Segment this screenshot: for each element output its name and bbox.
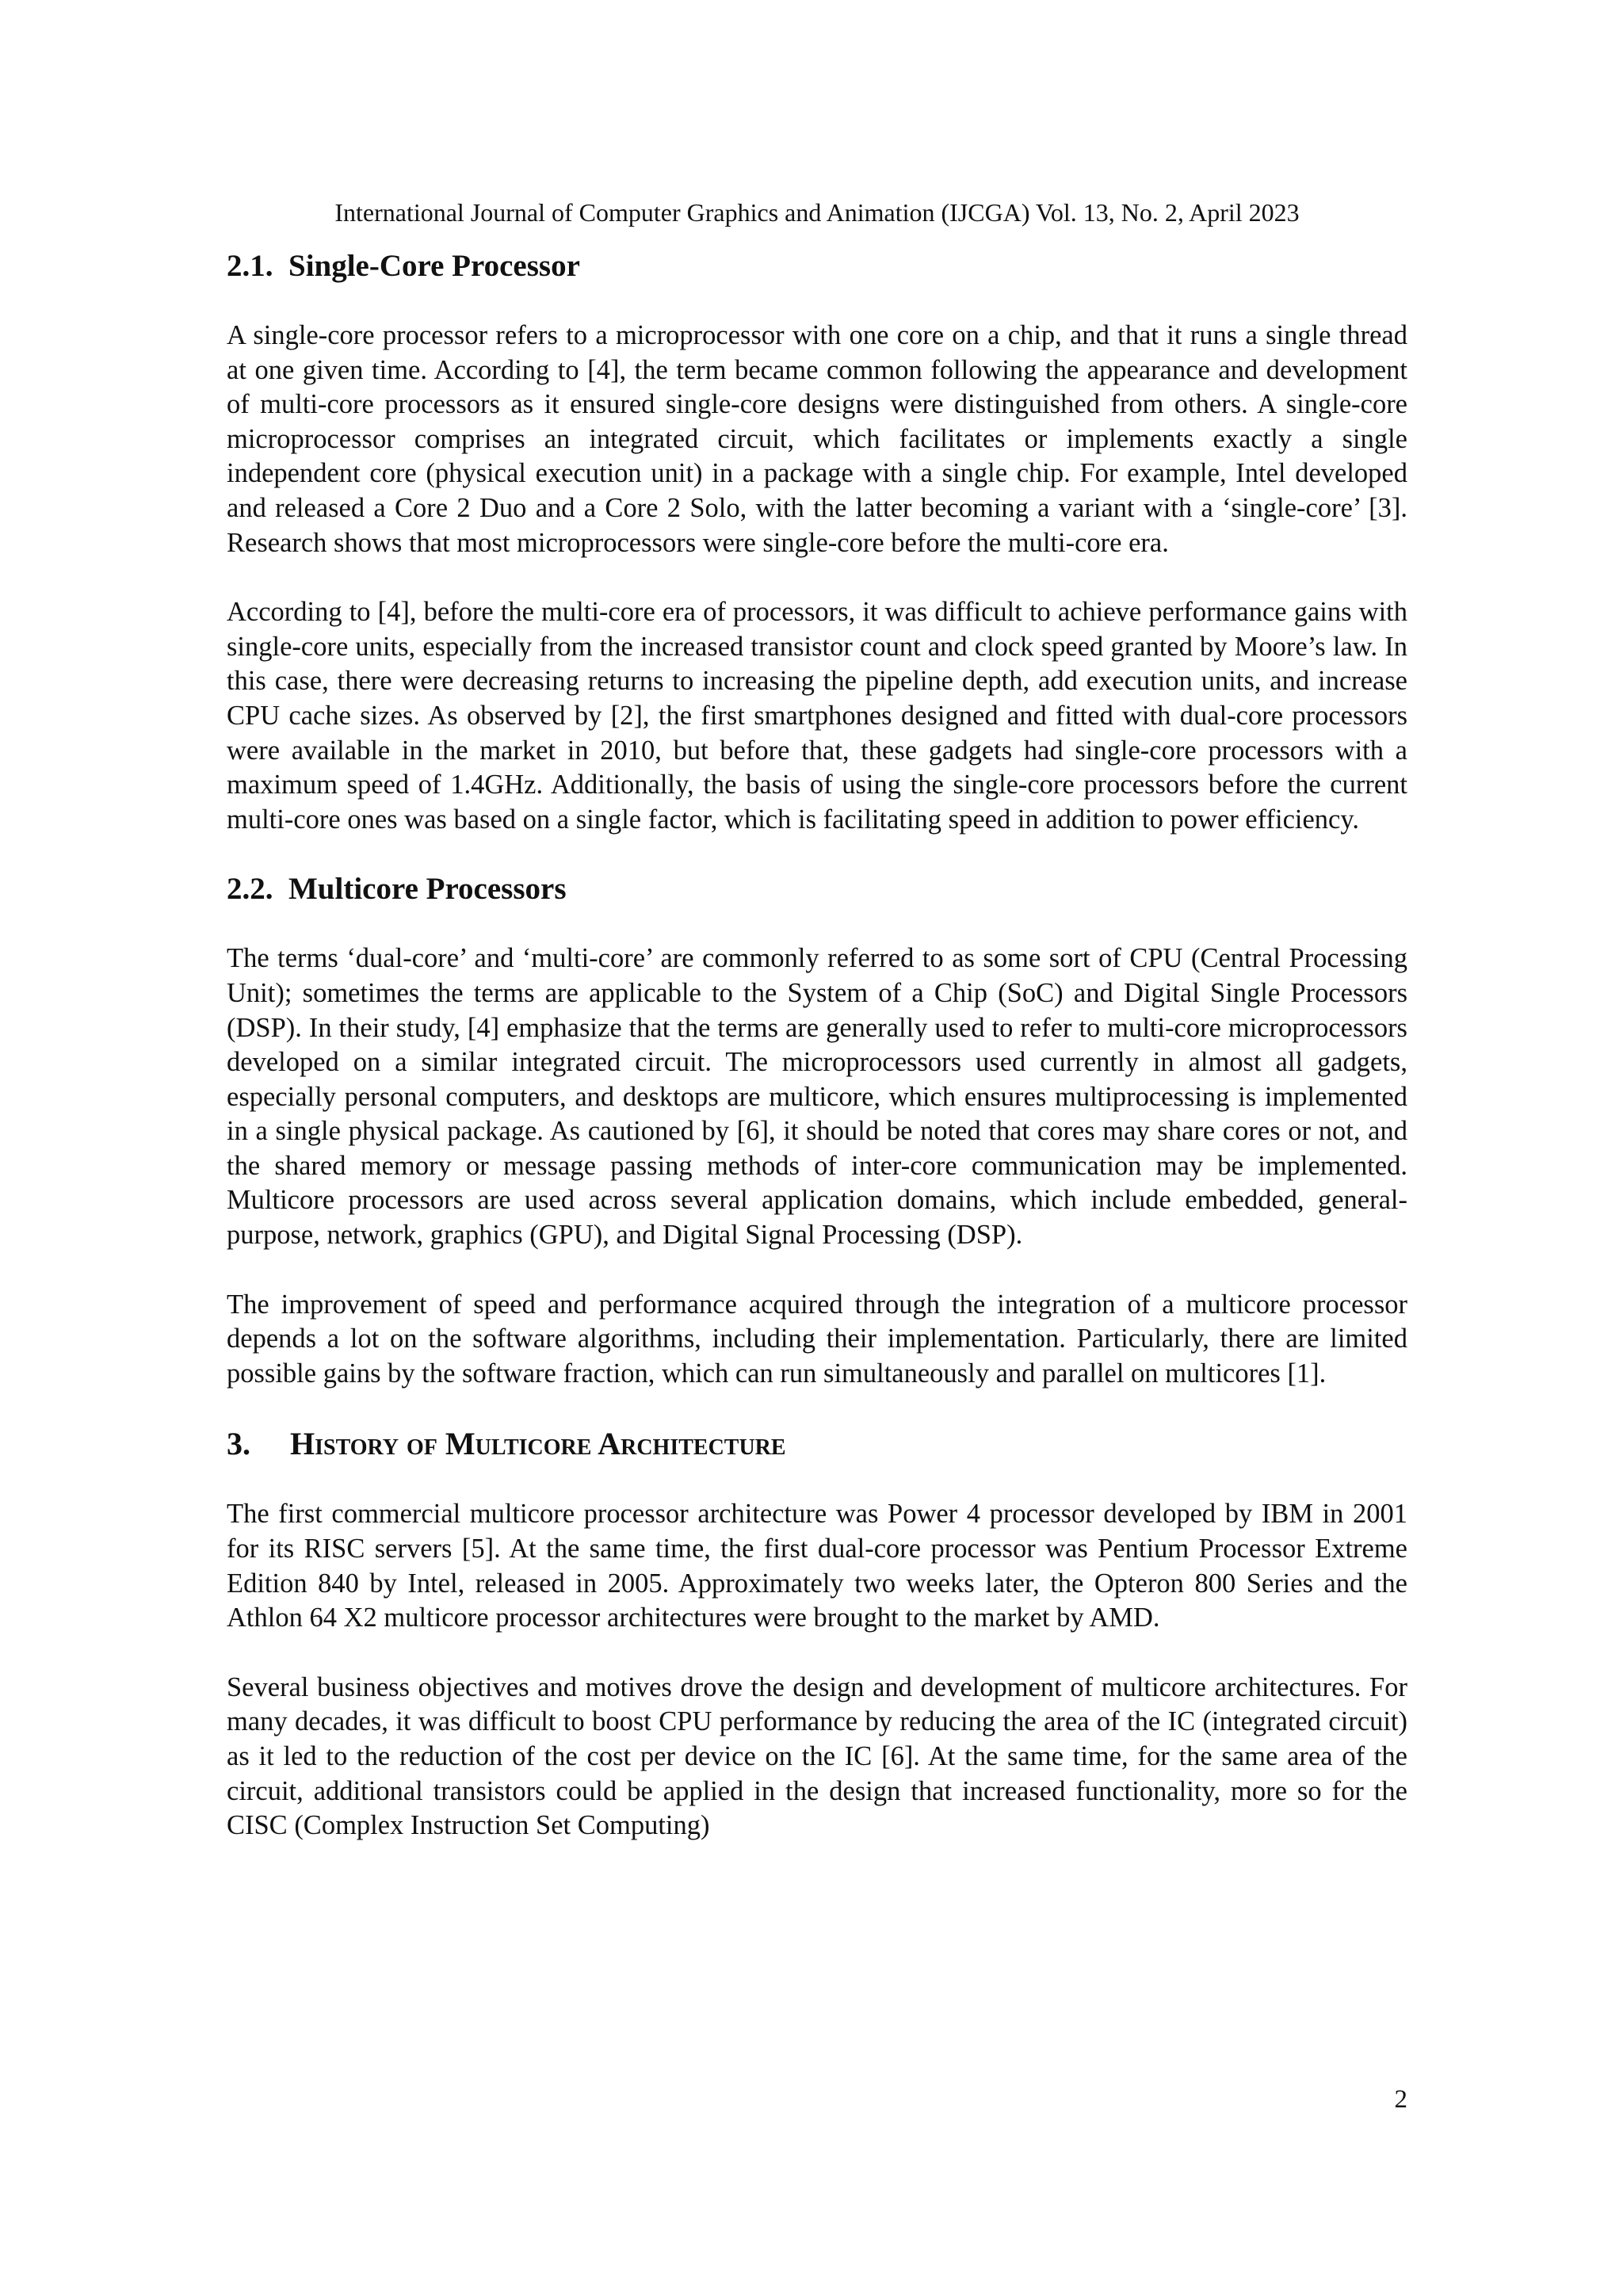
paragraph: The improvement of speed and performance acquired through the integration of a multicore processor depends a lot on the software algorithms, including their implementation. Particularly, there are limited possible gains by the software fraction, which can run simultaneously and parallel on multicores [1].: [227, 1289, 1407, 1389]
subsection-title: Single-Core Processor: [288, 249, 580, 283]
subsection-heading-2-2: [227, 870, 1407, 908]
subsection-number: 2.1.: [227, 249, 273, 283]
subsection-title: Multicore Processors: [288, 872, 567, 907]
running-header: International Journal of Computer Graphics and Animation (IJCGA) Vol. 13, No. 2, April 2023: [334, 198, 1300, 227]
section-number: 3.: [227, 1426, 250, 1462]
paragraph: Several business objectives and motives drove the design and development of multicore architectures. For many decades, it was difficult to boost CPU performance by reducing the area of the IC (integrated circuit) as it led to the reduction of the cost per device on the IC [6]. At the same time, for the same area of the circuit, additional transistors could be applied in the design that increased functionality, more so for the CISC (Complex Instruction Set Computing): [227, 1671, 1407, 1841]
subsection-heading-2-1: [227, 247, 1407, 285]
page-number: 2: [1394, 2085, 1407, 2114]
paragraph: The terms ‘dual-core’ and ‘multi-core’ are commonly referred to as some sort of CPU (Central Processing Unit); sometimes the terms are applicable to the System of a Chip (SoC) and Digital Single Processors (DSP). In their study, [4] emphasize that the terms are generally used to refer to multi-core microprocessors developed on a similar integrated circuit. The microprocessors used currently in almost all gadgets, especially personal computers, and desktops are multicore, which ensures multiprocessing is implemented in a single physical package. As cautioned by [6], it should be noted that cores may share cores or not, and the shared memory or message passing methods of inter-core communication may be implemented. Multicore processors are used across several application domains, which include embedded, general-purpose, network, graphics (GPU), and Digital Signal Processing (DSP).: [227, 943, 1407, 1251]
section-title: History of Multicore Architecture: [290, 1426, 786, 1462]
paragraph: According to [4], before the multi-core era of processors, it was difficult to achieve performance gains with single-core units, especially from the increased transistor count and clock speed granted by Moore’s law. In this case, there were decreasing returns to increasing the pipeline depth, add execution units, and increase CPU cache sizes. As observed by [2], the first smartphones designed and fitted with dual-core processors were available in the market in 2010, but before that, these gadgets had single-core processors with a maximum speed of 1.4GHz. Additionally, the basis of using the single-core processors before the current multi-core ones was based on a single factor, which is facilitating speed in addition to power efficiency.: [227, 597, 1407, 835]
paragraph: The first commercial multicore processor architecture was Power 4 processor developed by IBM in 2001 for its RISC servers [5]. At the same time, the first dual-core processor was Pentium Processor Extreme Edition 840 by Intel, released in 2005. Approximately two weeks later, the Opteron 800 Series and the Athlon 64 X2 multicore processor architectures were brought to the market by AMD.: [227, 1499, 1407, 1633]
paragraph: A single-core processor refers to a microprocessor with one core on a chip, and that it runs a single thread at one given time. According to [4], the term became common following the appearance and development of multi-core processors as it ensured single-core designs were distinguished from others. A single-core microprocessor comprises an integrated circuit, which facilitates or implements exactly a single independent core (physical execution unit) in a package with a single chip. For example, Intel developed and released a Core 2 Duo and a Core 2 Solo, with the latter becoming a variant with a ‘single-core’ [3]. Research shows that most microprocessors were single-core before the multi-core era.: [227, 320, 1407, 558]
subsection-number: 2.2.: [227, 872, 273, 907]
page-content: [227, 247, 1407, 1843]
section-heading-3: [227, 1424, 1407, 1464]
